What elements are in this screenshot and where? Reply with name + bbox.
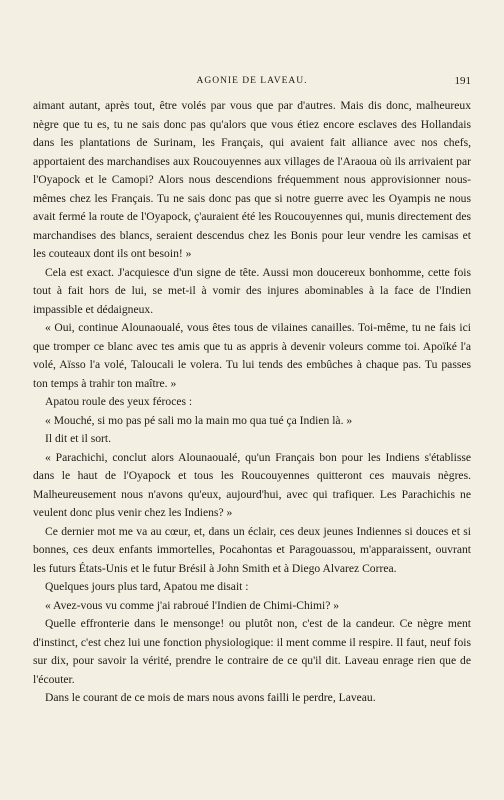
paragraph: aimant autant, après tout, être volés par vous que par d'autres. Mais dis donc, malheureux nègre que tu es, tu ne sais donc pas qu'alors que vous étiez encore esclaves des Hollandais dans les plantations de Surinam, les Français, qui avaient fait alliance avec nos chefs, apportaient des marchandises aux Roucouyennes aux villages de l'Araoua où ils arrivaient par l'Oyapock et le Camopi? Alors nous descendions fréquemment nous approvisionner nous-mêmes chez les Français. Tu ne sais donc pas que si notre guerre avec les Oyampis ne nous avait fermé la route de l'Oyapock, ç'auraient été les Roucouyennes qui, munis directement des marchandises des blancs, seraient descendus chez les Bonis pour leur vendre les camisas et les couteaux dont ils ont besoin! » (33, 99, 471, 260)
body-text (33, 97, 471, 708)
page-number: 191 (454, 75, 471, 87)
paragraph: « Avez-vous vu comme j'ai rabroué l'Indien de Chimi-Chimi? » (45, 598, 340, 612)
paragraph: Ce dernier mot me va au cœur, et, dans un éclair, ces deux jeunes Indiennes si douces et si bonnes, ces deux enfants immortelles, Pocahontas et Paragouassou, m'apparaissent, ouvrant les futurs États-Unis et le futur Brésil à John Smith et à Diego Alvarez Correa. (33, 524, 471, 575)
paragraph: Quelle effronterie dans le mensonge! ou plutôt non, c'est de la candeur. Ce nègre ment d'instinct, c'est chez lui une fonction physiologique: il ment comme il respire. Il faut, neuf fois sur dix, pour savoir la vérité, prendre le contraire de ce qu'il dit. Laveau enrage rien que de l'écouter. (33, 617, 471, 686)
paragraph: « Oui, continue Alounaoualé, vous êtes tous de vilaines canailles. Toi-même, tu ne fais ici que tromper ce blanc avec tes amis que tu as appris à devenir voleurs comme toi. Apoïké l'a volé, Aïsso l'a volé, Taloucali le volera. Tu lui tends des embûches à chaque pas. Tu passes ton temps à trahir ton maître. » (33, 321, 471, 390)
paragraph: « Parachichi, conclut alors Alounaoualé, qu'un Français bon pour les Indiens s'établisse dans le haut de l'Oyapock et tous les Roucouyennes quitteront ces mauvais nègres. Malheureusement nous n'avons qu'eux, aujourd'hui, avec qui trafiquer. Les Parachichis ne veulent donc plus venir chez les Indiens? » (33, 450, 471, 519)
paragraph: Apatou roule des yeux féroces : (45, 395, 193, 408)
running-title: AGONIE DE LAVEAU. (196, 76, 308, 86)
paragraph: « Mouché, si mo pas pé sali mo la main mo qua tué ça Indien là. » (45, 413, 353, 427)
paragraph: Il dit et il sort. (45, 432, 112, 445)
paragraph: Cela est exact. J'acquiesce d'un signe de tête. Aussi mon doucereux bonhomme, cette fois tout à fait hors de lui, se met-il à vomir des injures abominables à la face de l'Indien impassible et dédaigneux. (33, 265, 471, 316)
paragraph: Dans le courant de ce mois de mars nous avons failli le perdre, Laveau. (45, 691, 376, 704)
paragraph: Quelques jours plus tard, Apatou me disait : (45, 580, 249, 593)
page-header (33, 76, 471, 92)
